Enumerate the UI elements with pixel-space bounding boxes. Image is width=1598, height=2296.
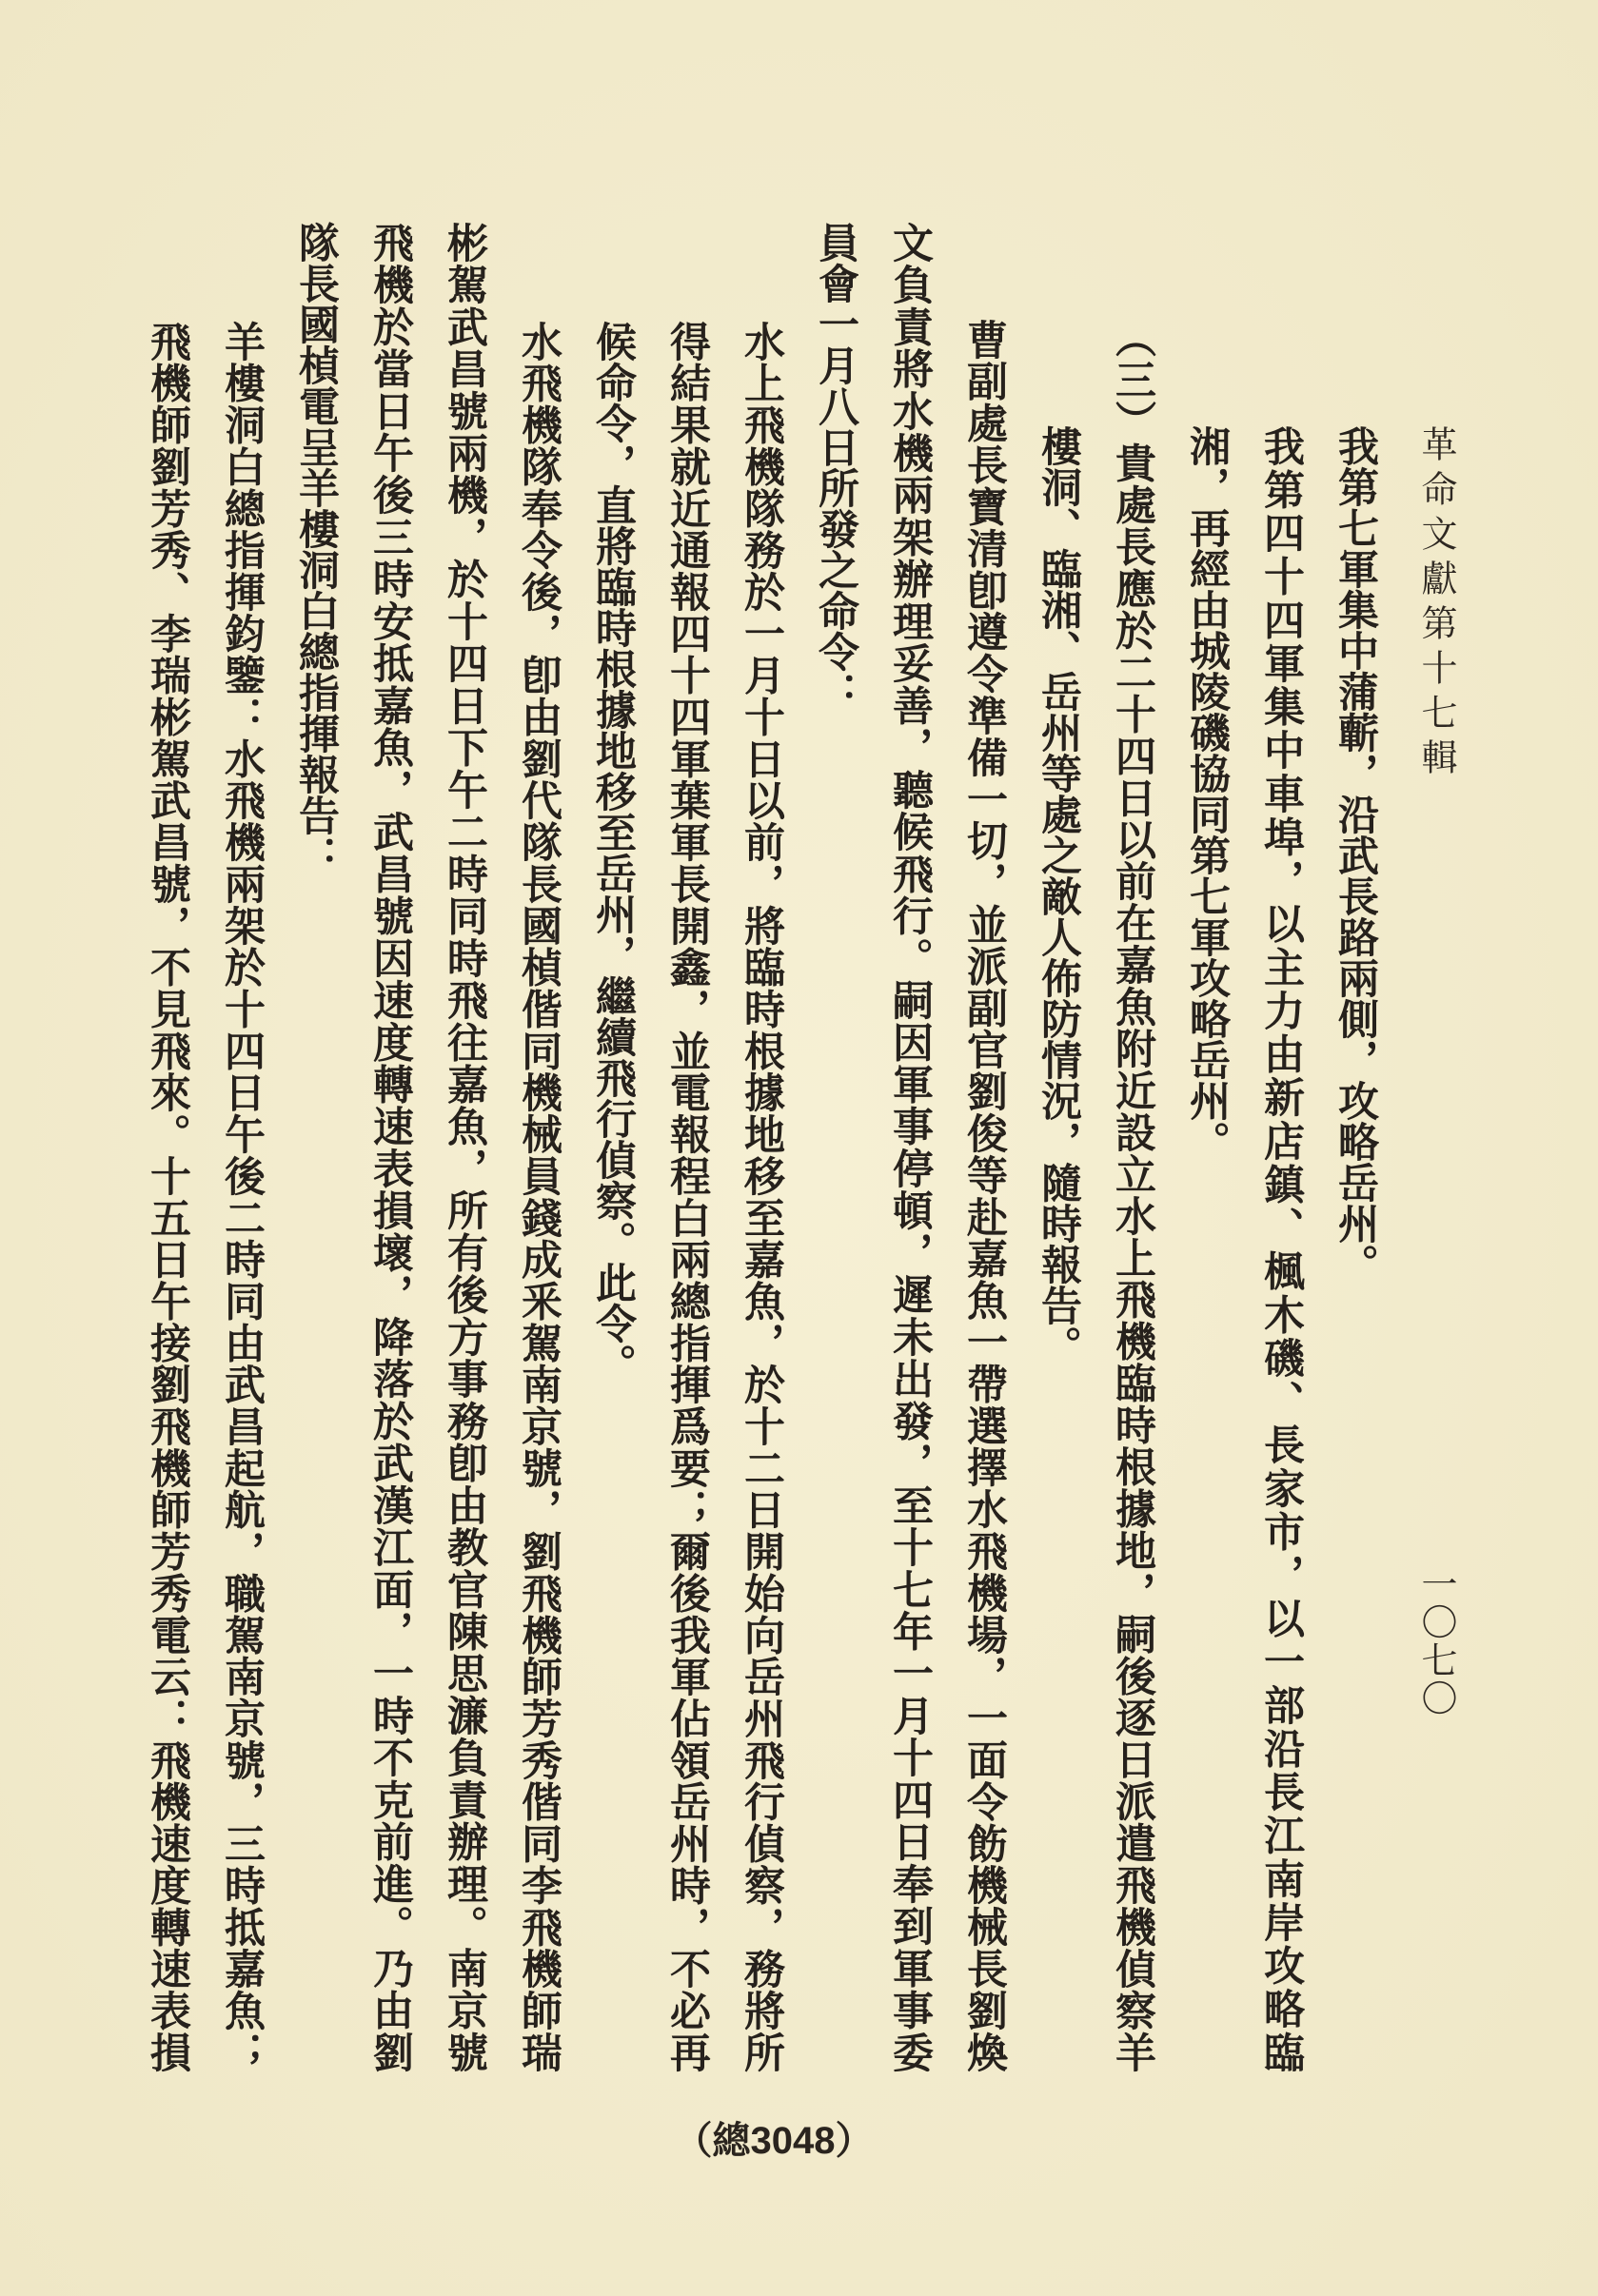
text-column: 文負責將水機兩架辦理妥善，聽候飛行。嗣因軍事停頓，遲未出發，至十七年一月十四日奉到軍事委 bbox=[886, 222, 934, 2072]
text-column: 樓洞、臨湘、岳州等處之敵人佈防情況，隨時報告。 bbox=[1035, 425, 1082, 1366]
text-column: 得結果就近通報四十四軍葉軍長開鑫，並電報程白兩總指揮爲要；爾後我軍佔領岳州時，不必再 bbox=[663, 321, 711, 2072]
running-header-title: 革命文獻第十七輯 bbox=[1415, 425, 1457, 783]
text-column: 羊樓洞白總指揮鈞鑒：水飛機兩架於十四日午後二時同由武昌起航，職駕南京號，三時抵嘉魚； bbox=[218, 321, 266, 2072]
text-column: 我第四十四軍集中車埠，以主力由新店鎮、楓木磯、長家市，以一部沿長江南岸攻略臨 bbox=[1257, 425, 1305, 2072]
text-column: 水上飛機隊務於一月十日以前，將臨時根據地移至嘉魚，於十二日開始向岳州飛行偵察，務將所 bbox=[738, 321, 785, 2072]
text-column: 曹副處長寶清卽遵令準備一切，並派副官劉俊等赴嘉魚一帶選擇水飛機場，一面令飭機械長劉煥 bbox=[960, 319, 1008, 2072]
text-column: 彬駕武昌號兩機，於十四日下午二時同時飛往嘉魚，所有後方事務卽由教官陳思濂負責辦理。南京號 bbox=[441, 222, 488, 2072]
text-column: （三）貴處長應於二十四日以前在嘉魚附近設立水上飛機臨時根據地，嗣後逐日派遣飛機偵察羊 bbox=[1109, 317, 1156, 2072]
text-column: 水飛機隊奉令後，卽由劉代隊長國楨偕同機械員錢成釆駕南京號，劉飛機師芳秀偕同李飛機師瑞 bbox=[515, 321, 562, 2072]
text-column: 隊長國楨電呈羊樓洞白總指揮報告： bbox=[292, 222, 340, 876]
text-column: 候命令，直將臨時根據地移至岳州，繼續飛行偵察。此令。 bbox=[589, 321, 637, 1384]
total-page-number: （總3048） bbox=[674, 2120, 874, 2162]
text-column: 員會一月八日所發之命令： bbox=[812, 222, 859, 713]
text-column: 飛機師劉芳秀、李瑞彬駕武昌號，不見飛來。十五日午接劉飛機師芳秀電云：飛機速度轉速表損 bbox=[144, 321, 191, 2072]
text-column: 飛機於當日午後三時安抵嘉魚，武昌號因速度轉速表損壞，降落於武漢江面，一時不克前進。乃由劉 bbox=[366, 222, 414, 2072]
text-column: 湘，再經由城陵磯協同第七軍攻略岳州。 bbox=[1183, 425, 1231, 1162]
page-number: 一〇七〇 bbox=[1415, 1565, 1457, 1717]
text-column: 我第七軍集中蒲蘄，沿武長路兩側，攻略岳州。 bbox=[1332, 425, 1379, 1285]
